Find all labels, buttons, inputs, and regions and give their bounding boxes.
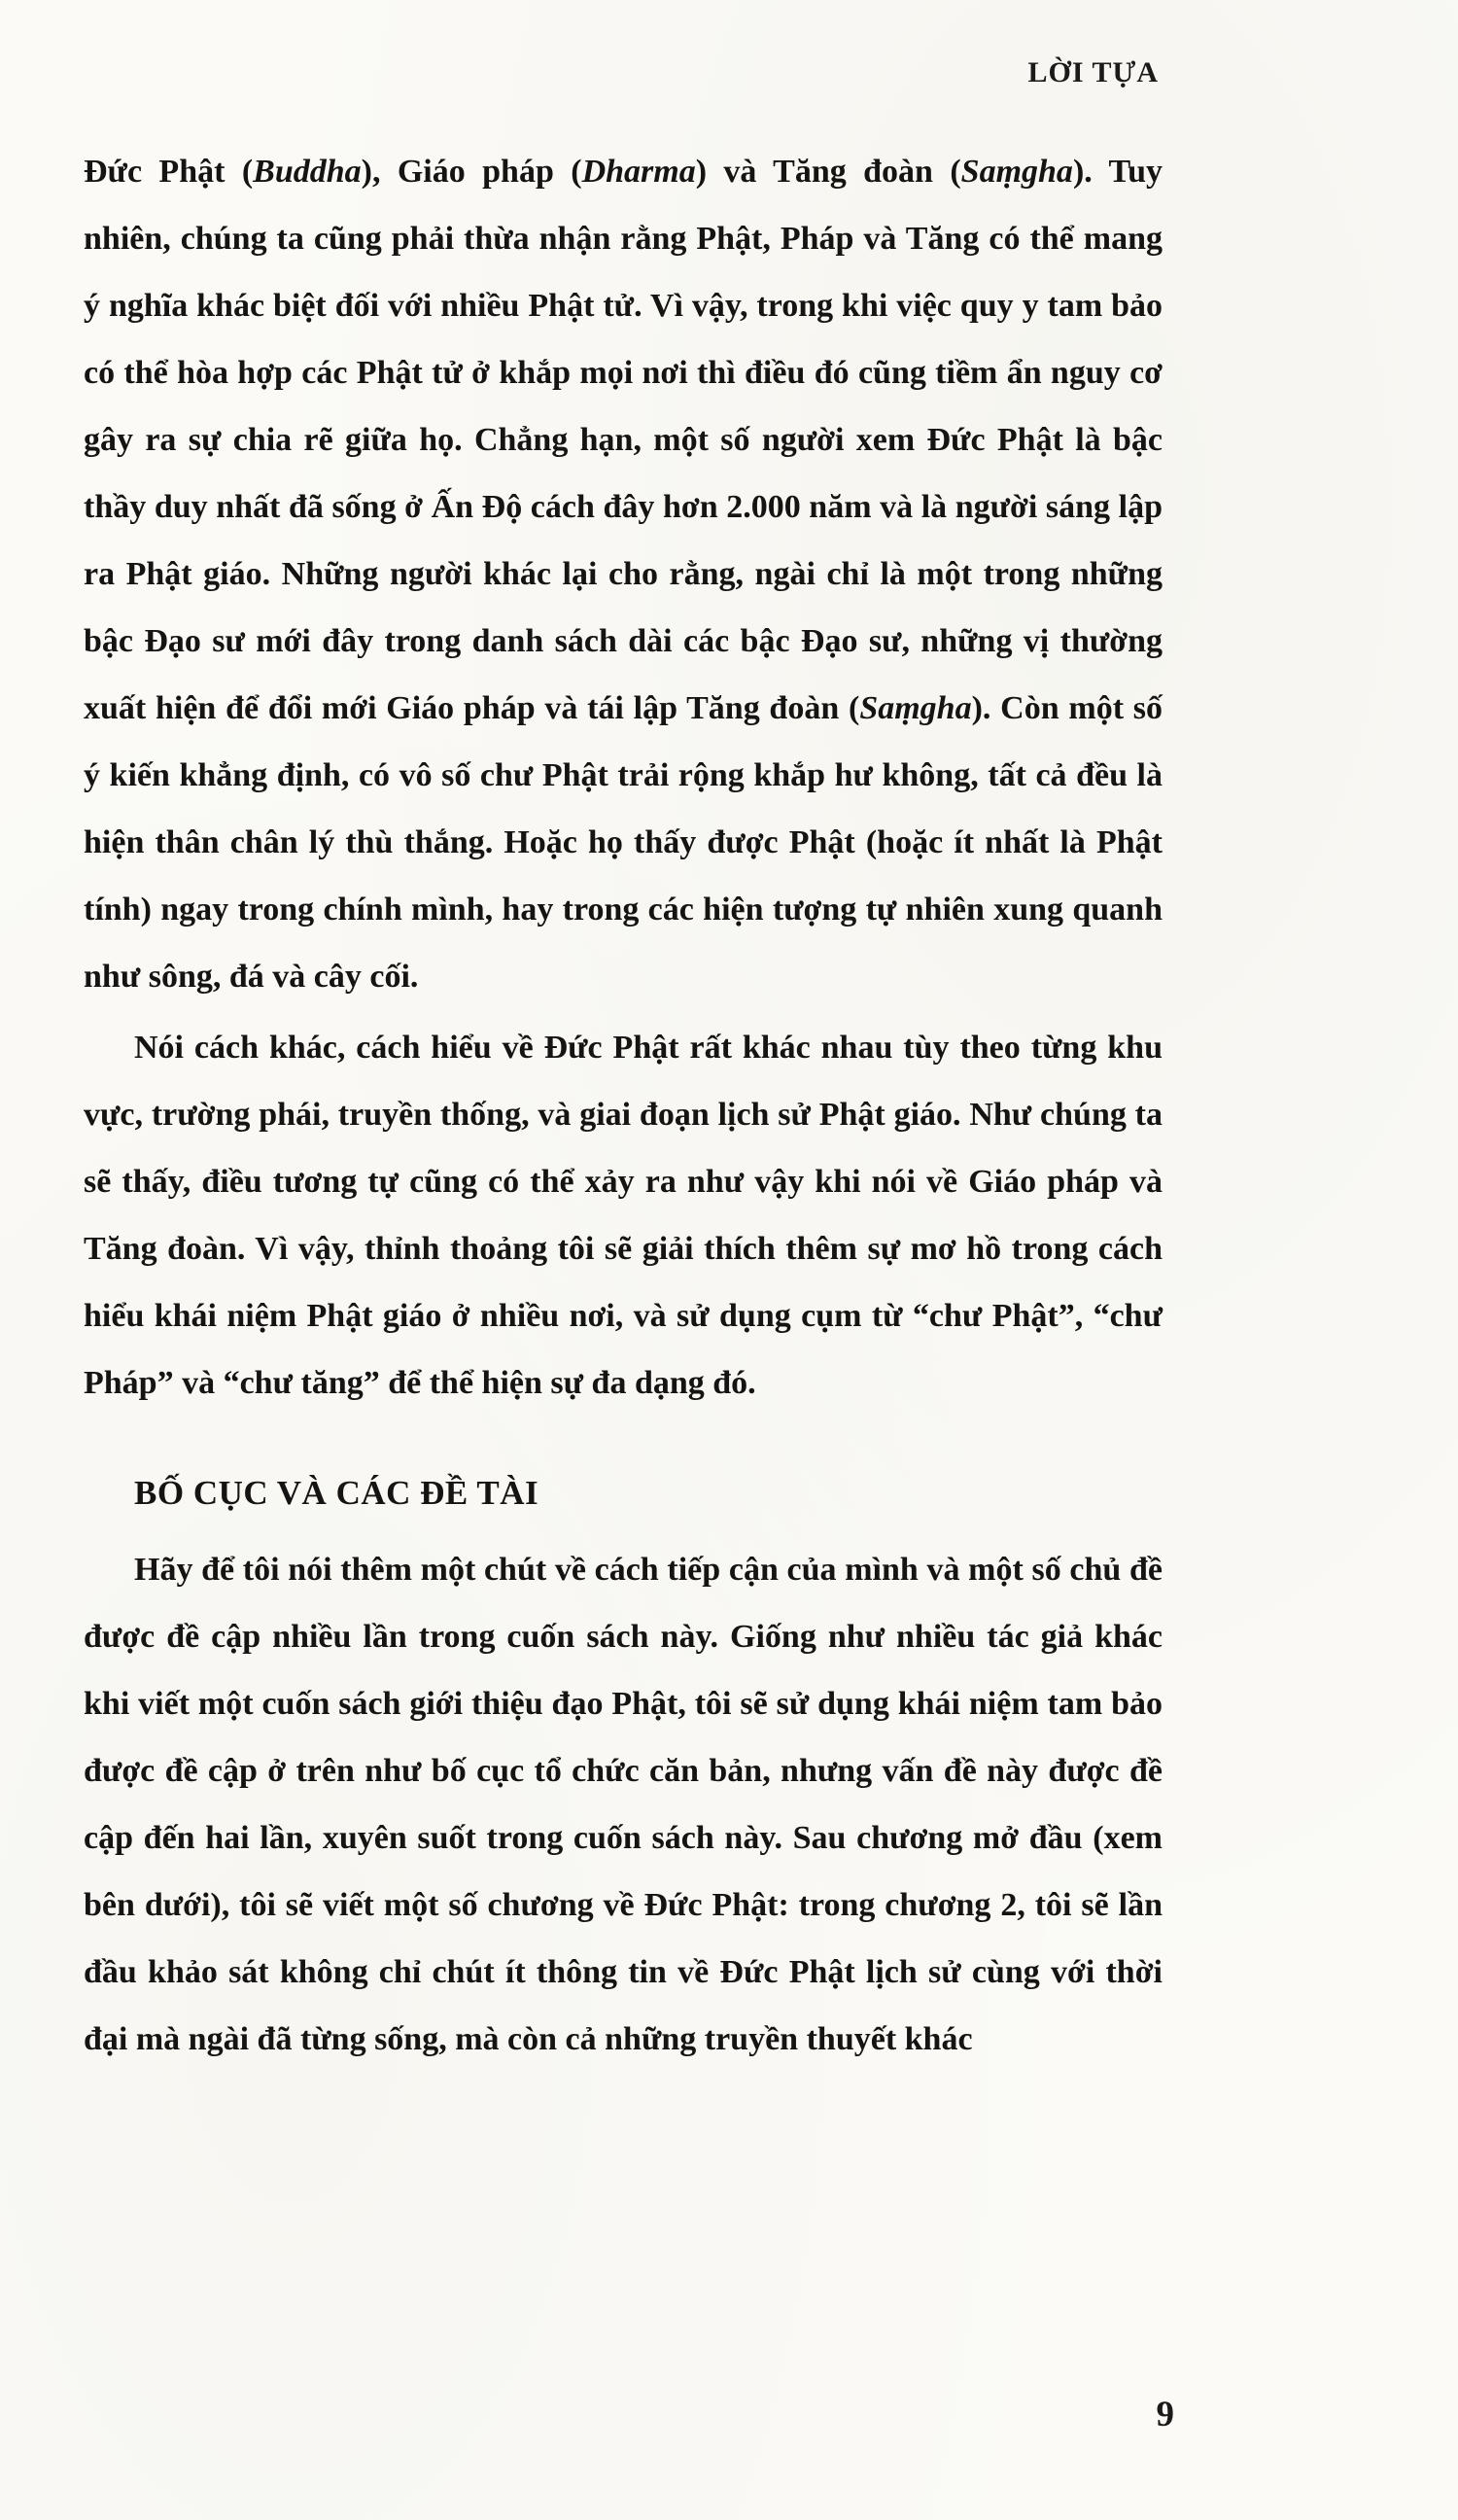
running-header-text: LỜI TỰA [1027,56,1159,88]
italic-term-samgha: Saṃgha [960,154,1073,190]
text-run: ). Còn một số ý kiến khẳng định, có vô số chư Phật trải rộng khắp hư không, tất cả đều là hiện thân chân lý thù thắng. Hoặc họ thấy được Phật (hoặc ít nhất là Phật tính) ngay trong chính mình, hay trong các hiện tượng tự nhiên xung quanh như sông, đá và cây cối. [84,690,1163,995]
paragraph-1 [84,138,1163,1010]
page-body [84,138,1163,2073]
text-run: Hãy để tôi nói thêm một chút về cách tiếp cận của mình và một số chủ đề được đề cập nhiều lần trong cuốn sách này. Giống như nhiều tác giả khác khi viết một cuốn sách giới thiệu đạo Phật, tôi sẽ sử dụng khái niệm tam bảo được đề cập ở trên như bố cục tổ chức căn bản, nhưng vấn đề này được đề cập đến hai lần, xuyên suốt trong cuốn sách này. Sau chương mở đầu (xem bên dưới), tôi sẽ viết một số chương về Đức Phật: trong chương 2, tôi sẽ lần đầu khảo sát không chỉ chút ít thông tin về Đức Phật lịch sử cùng với thời đại mà ngài đã từng sống, mà còn cả những truyền thuyết khác [84,1552,1163,2057]
page-number: 9 [1156,2395,1174,2434]
paragraph-3 [84,1536,1163,2073]
italic-term-samgha: Saṃgha [859,690,972,726]
italic-term-dharma: Dharma [581,154,696,190]
running-header [1027,56,1159,89]
paragraph-2 [84,1014,1163,1417]
italic-term-buddha: Buddha [253,154,362,190]
text-run: Đức Phật ( [84,154,254,190]
text-run: ). Tuy nhiên, chúng ta cũng phải thừa nhận rằng Phật, Pháp và Tăng có thể mang ý nghĩa khác biệt đối với nhiều Phật tử. Vì vậy, trong khi việc quy y tam bảo có thể hòa hợp các Phật tử ở khắp mọi nơi thì điều đó cũng tiềm ẩn nguy cơ gây ra sự chia rẽ giữa họ. Chẳng hạn, một số người xem Đức Phật là bậc thầy duy nhất đã sống ở Ấn Độ cách đây hơn 2.000 năm và là người sáng lập ra Phật giáo. Những người khác lại cho rằng, ngài chỉ là một trong những bậc Đạo sư mới đây trong danh sách dài các bậc Đạo sư, những vị thường xuất hiện để đổi mới Giáo pháp và tái lập Tăng đoàn ( [84,154,1163,726]
text-run: ) và Tăng đoàn ( [695,154,961,190]
text-run: ), Giáo pháp ( [361,154,582,190]
text-run: Nói cách khác, cách hiểu về Đức Phật rất khác nhau tùy theo từng khu vực, trường phái, truyền thống, và giai đoạn lịch sử Phật giáo. Như chúng ta sẽ thấy, điều tương tự cũng có thể xảy ra như vậy khi nói về Giáo pháp và Tăng đoàn. Vì vậy, thỉnh thoảng tôi sẽ giải thích thêm sự mơ hồ trong cách hiểu khái niệm Phật giáo ở nhiều nơi, và sử dụng cụm từ “chư Phật”, “chư Pháp” và “chư tăng” để thể hiện sự đa dạng đó. [84,1030,1163,1401]
section-heading: BỐ CỤC VÀ CÁC ĐỀ TÀI [134,1474,539,1512]
